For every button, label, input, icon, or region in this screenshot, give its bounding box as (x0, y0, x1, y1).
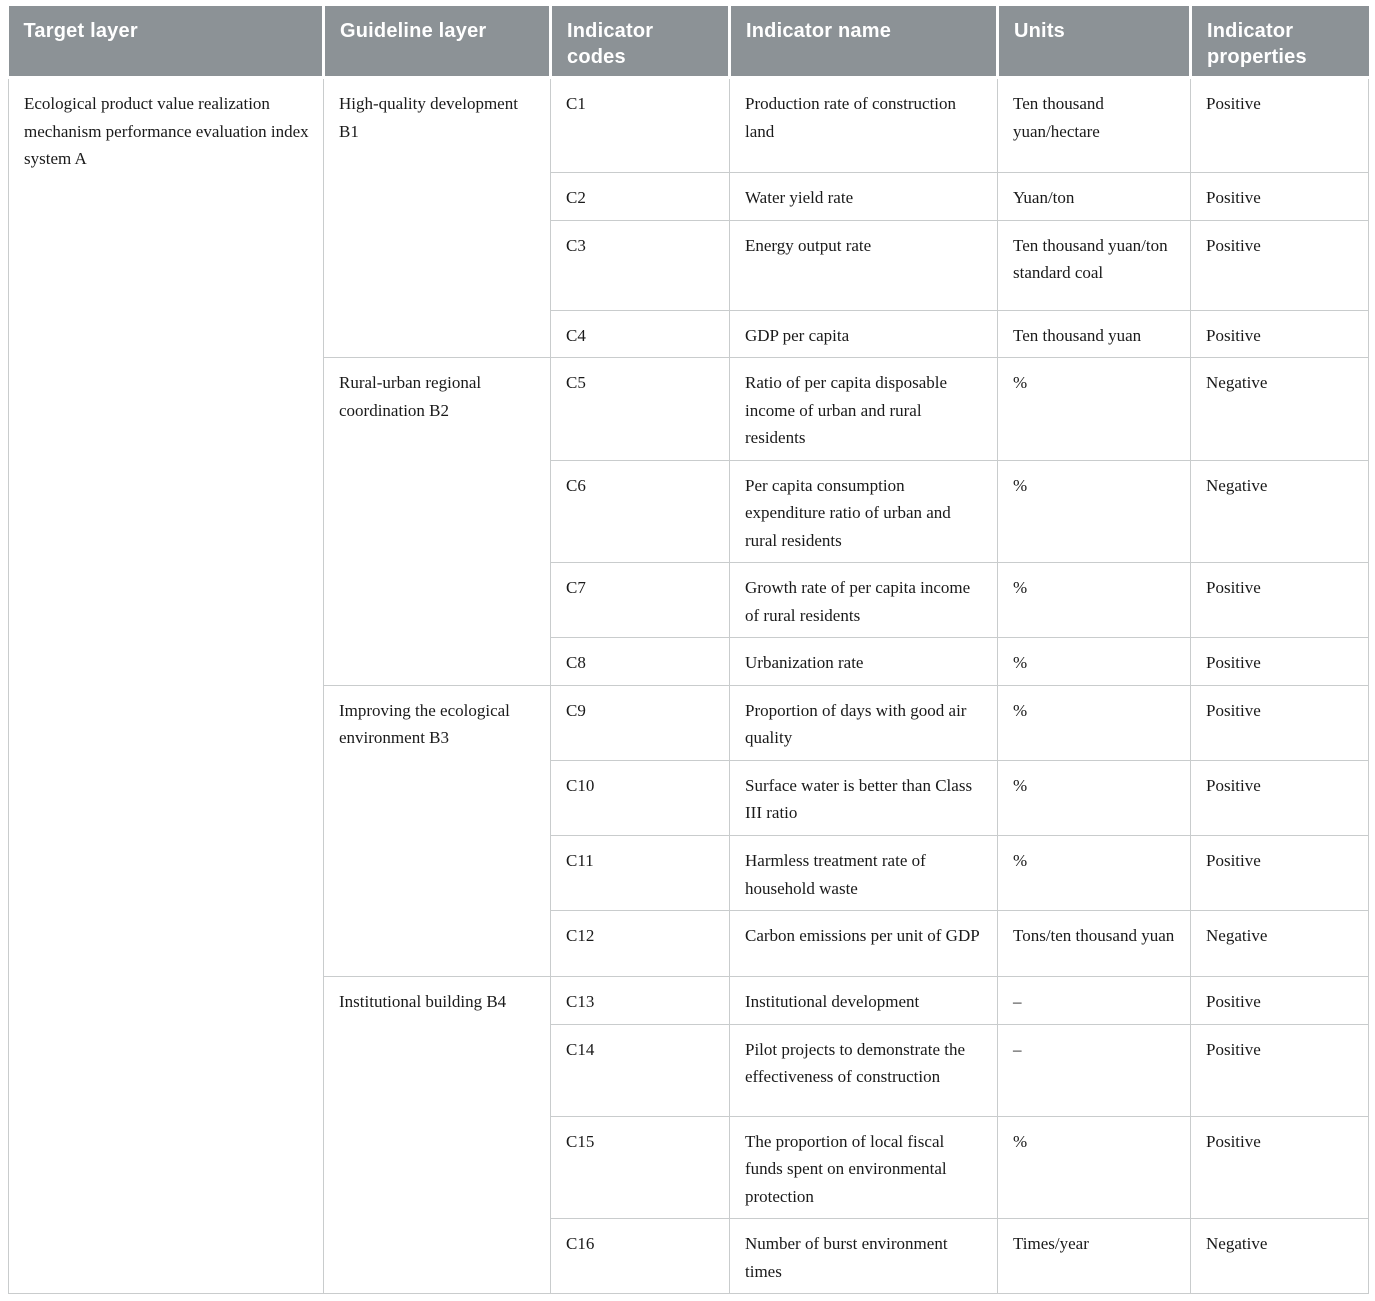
cell-units-c11: % (998, 835, 1191, 910)
cell-code-c4: C4 (551, 310, 730, 358)
cell-code-c2: C2 (551, 173, 730, 221)
cell-code-c1: C1 (551, 78, 730, 173)
cell-units-c16: Times/year (998, 1219, 1191, 1294)
cell-name-c13: Institutional development (730, 977, 998, 1025)
table-header-row (9, 6, 1369, 78)
cell-code-c8: C8 (551, 638, 730, 686)
cell-prop-c4: Positive (1191, 310, 1369, 358)
cell-prop-c7: Positive (1191, 563, 1369, 638)
col-header-indicator-codes: Indicator codes (551, 6, 730, 78)
cell-prop-c1: Positive (1191, 78, 1369, 173)
cell-name-c2: Water yield rate (730, 173, 998, 221)
cell-code-c15: C15 (551, 1116, 730, 1219)
cell-name-c9: Proportion of days with good air quality (730, 685, 998, 760)
cell-prop-c8: Positive (1191, 638, 1369, 686)
cell-name-c11: Harmless treatment rate of household waste (730, 835, 998, 910)
cell-code-c3: C3 (551, 220, 730, 310)
cell-code-c10: C10 (551, 760, 730, 835)
cell-name-c8: Urbanization rate (730, 638, 998, 686)
cell-units-c14: – (998, 1024, 1191, 1116)
cell-name-c1: Production rate of construction land (730, 78, 998, 173)
indicator-table (8, 6, 1369, 1294)
cell-name-c12: Carbon emissions per unit of GDP (730, 911, 998, 977)
cell-units-c5: % (998, 358, 1191, 461)
cell-name-c7: Growth rate of per capita income of rural residents (730, 563, 998, 638)
cell-prop-c3: Positive (1191, 220, 1369, 310)
cell-prop-c5: Negative (1191, 358, 1369, 461)
cell-name-c15: The proportion of local fiscal funds spent on environmental protection (730, 1116, 998, 1219)
cell-code-c13: C13 (551, 977, 730, 1025)
col-header-indicator-properties: Indicator properties (1191, 6, 1369, 78)
cell-prop-c13: Positive (1191, 977, 1369, 1025)
cell-prop-c11: Positive (1191, 835, 1369, 910)
cell-name-c6: Per capita consumption expenditure ratio of urban and rural residents (730, 460, 998, 563)
cell-code-c5: C5 (551, 358, 730, 461)
cell-name-c16: Number of burst environment times (730, 1219, 998, 1294)
cell-units-c13: – (998, 977, 1191, 1025)
cell-code-c12: C12 (551, 911, 730, 977)
cell-guideline-b1: High-quality development B1 (324, 78, 551, 358)
cell-guideline-b2: Rural-urban regional coordination B2 (324, 358, 551, 686)
cell-units-c1: Ten thousand yuan/hectare (998, 78, 1191, 173)
cell-prop-c12: Negative (1191, 911, 1369, 977)
cell-code-c16: C16 (551, 1219, 730, 1294)
cell-code-c6: C6 (551, 460, 730, 563)
cell-name-c10: Surface water is better than Class III ratio (730, 760, 998, 835)
cell-name-c4: GDP per capita (730, 310, 998, 358)
cell-code-c11: C11 (551, 835, 730, 910)
cell-prop-c16: Negative (1191, 1219, 1369, 1294)
cell-units-c2: Yuan/ton (998, 173, 1191, 221)
cell-prop-c9: Positive (1191, 685, 1369, 760)
cell-prop-c6: Negative (1191, 460, 1369, 563)
col-header-indicator-name: Indicator name (730, 6, 998, 78)
cell-guideline-b4: Institutional building B4 (324, 977, 551, 1294)
table-row (9, 78, 1369, 173)
col-header-target-layer: Target layer (9, 6, 324, 78)
cell-prop-c14: Positive (1191, 1024, 1369, 1116)
cell-units-c12: Tons/ten thousand yuan (998, 911, 1191, 977)
cell-units-c7: % (998, 563, 1191, 638)
cell-units-c8: % (998, 638, 1191, 686)
cell-units-c4: Ten thousand yuan (998, 310, 1191, 358)
cell-name-c5: Ratio of per capita disposable income of urban and rural residents (730, 358, 998, 461)
cell-units-c15: % (998, 1116, 1191, 1219)
cell-prop-c10: Positive (1191, 760, 1369, 835)
cell-target-layer: Ecological product value realization mechanism performance evaluation index system A (9, 78, 324, 1294)
cell-code-c7: C7 (551, 563, 730, 638)
cell-code-c9: C9 (551, 685, 730, 760)
cell-code-c14: C14 (551, 1024, 730, 1116)
cell-units-c3: Ten thousand yuan/ton standard coal (998, 220, 1191, 310)
cell-guideline-b3: Improving the ecological environment B3 (324, 685, 551, 976)
cell-prop-c15: Positive (1191, 1116, 1369, 1219)
cell-units-c9: % (998, 685, 1191, 760)
cell-name-c3: Energy output rate (730, 220, 998, 310)
cell-units-c10: % (998, 760, 1191, 835)
col-header-guideline-layer: Guideline layer (324, 6, 551, 78)
cell-units-c6: % (998, 460, 1191, 563)
cell-prop-c2: Positive (1191, 173, 1369, 221)
cell-name-c14: Pilot projects to demonstrate the effectiveness of construction (730, 1024, 998, 1116)
col-header-units: Units (998, 6, 1191, 78)
